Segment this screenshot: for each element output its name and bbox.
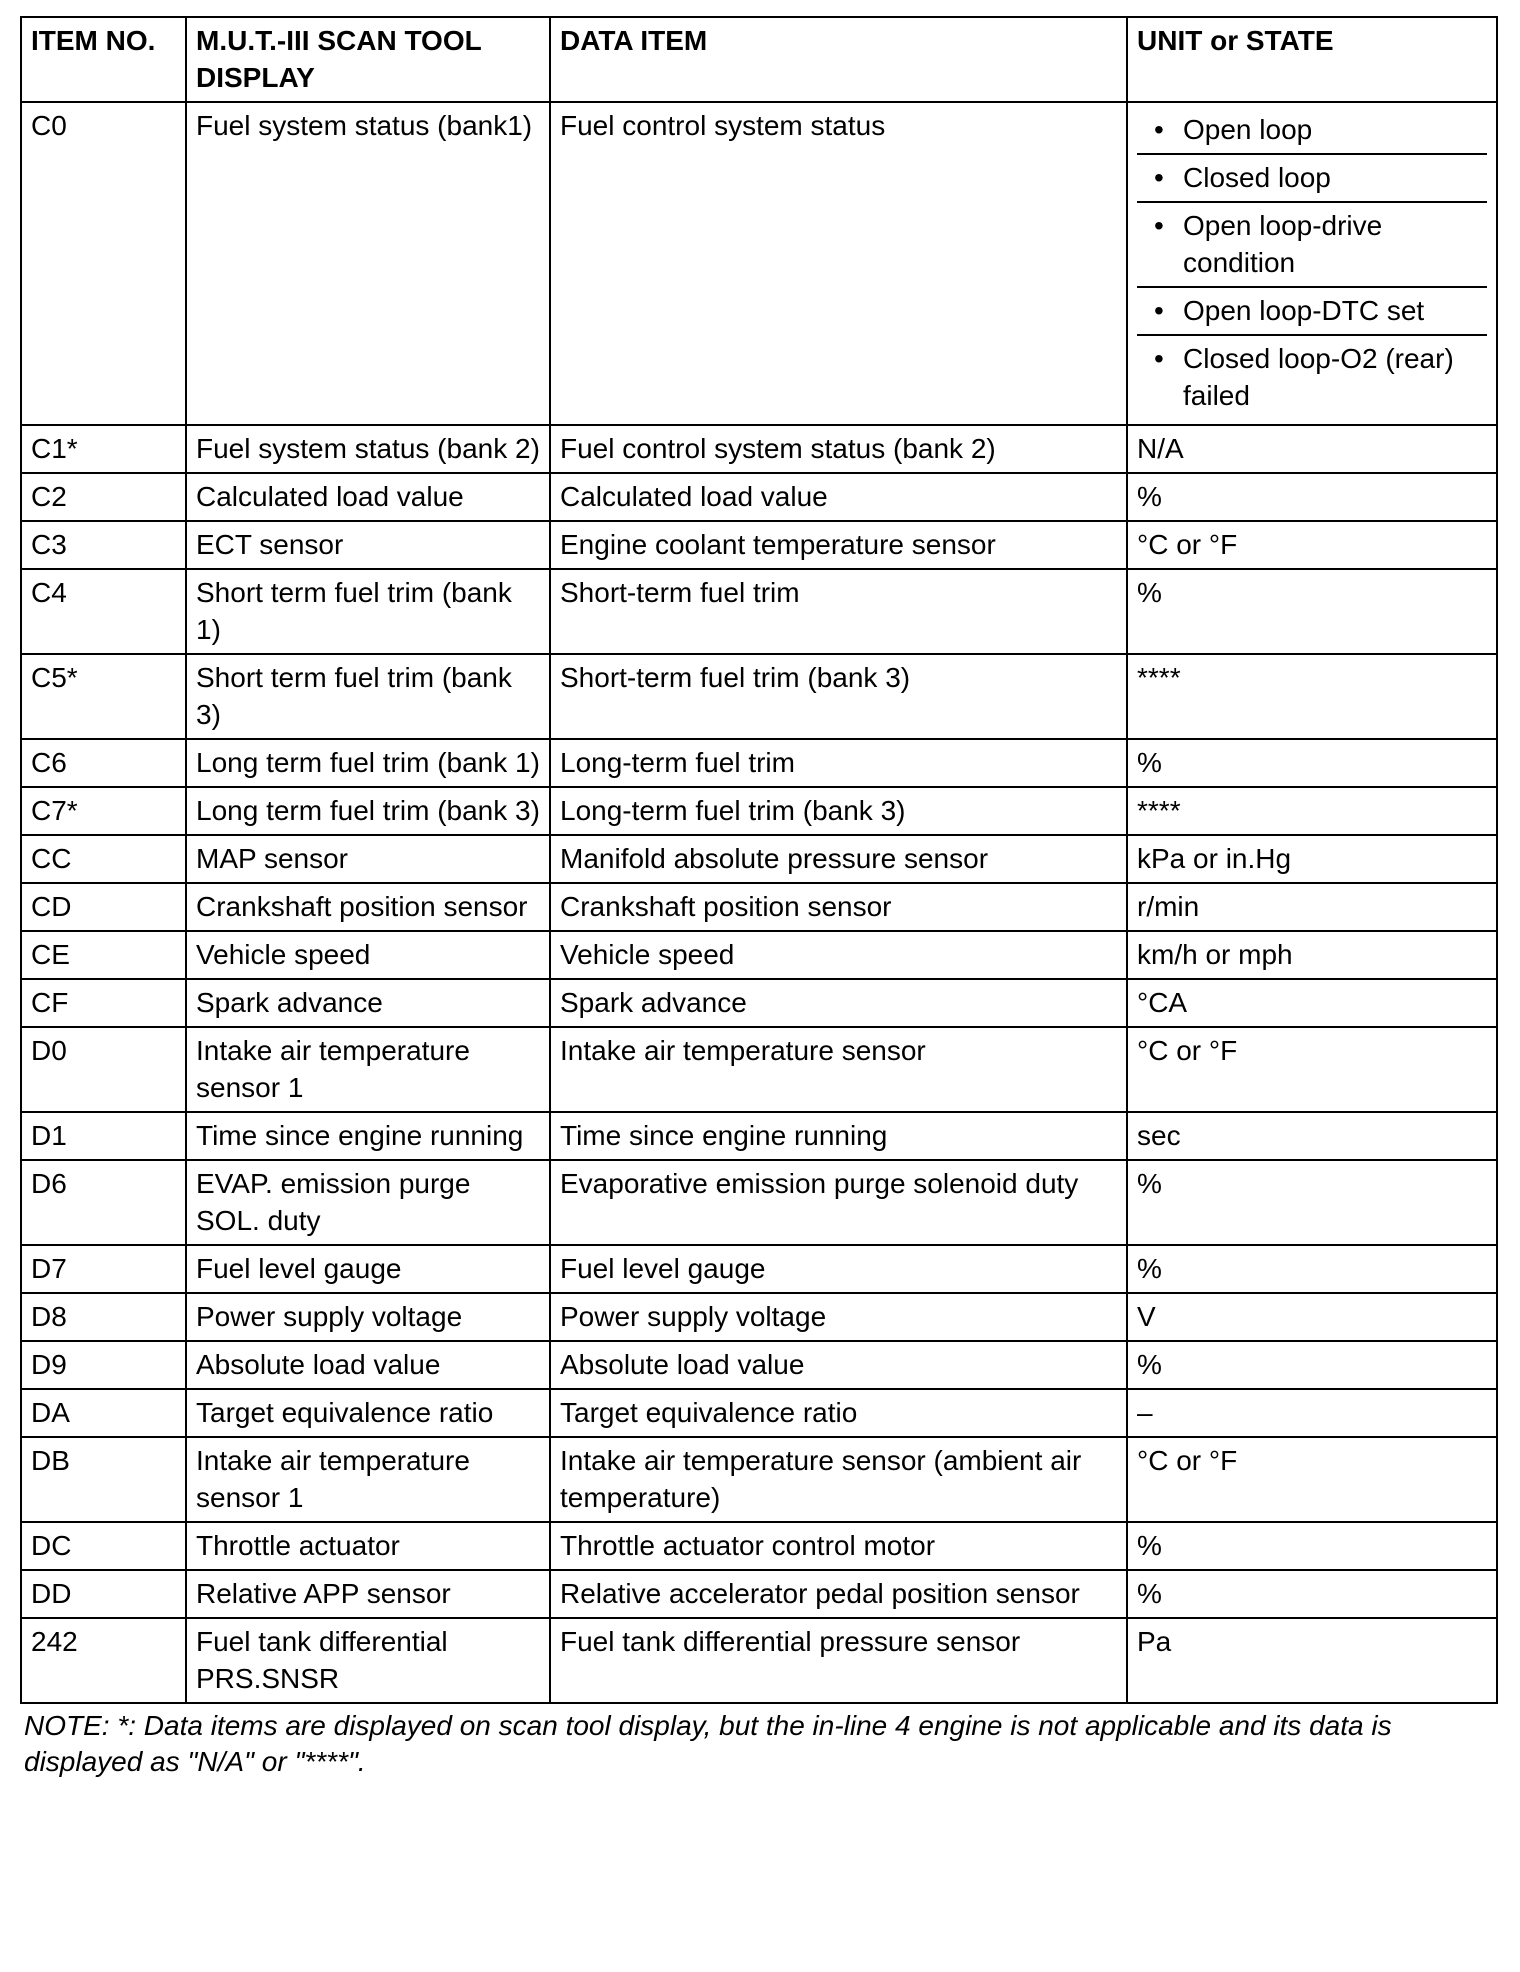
unit-or-state-cell: N/A bbox=[1127, 425, 1497, 473]
data-item-cell: Spark advance bbox=[550, 979, 1127, 1027]
item-no-cell: DD bbox=[21, 1570, 186, 1618]
unit-or-state-cell: % bbox=[1127, 473, 1497, 521]
data-item-cell: Long-term fuel trim bbox=[550, 739, 1127, 787]
item-no-cell: D1 bbox=[21, 1112, 186, 1160]
data-item-cell: Fuel level gauge bbox=[550, 1245, 1127, 1293]
unit-or-state-cell: kPa or in.Hg bbox=[1127, 835, 1497, 883]
item-no-cell: D7 bbox=[21, 1245, 186, 1293]
scan-tool-display-cell: Relative APP sensor bbox=[186, 1570, 550, 1618]
unit-or-state-cell: V bbox=[1127, 1293, 1497, 1341]
header-scan-tool-display: M.U.T.-III SCAN TOOL DISPLAY bbox=[186, 17, 550, 102]
item-no-cell: CE bbox=[21, 931, 186, 979]
data-item-cell: Time since engine running bbox=[550, 1112, 1127, 1160]
scan-tool-display-cell: Intake air temperature sensor 1 bbox=[186, 1027, 550, 1112]
scan-tool-display-cell: Fuel system status (bank 2) bbox=[186, 425, 550, 473]
data-list-table bbox=[20, 16, 1498, 1704]
data-item-cell: Target equivalence ratio bbox=[550, 1389, 1127, 1437]
table-row bbox=[21, 979, 1497, 1027]
table-row bbox=[21, 1245, 1497, 1293]
data-item-cell: Short-term fuel trim bbox=[550, 569, 1127, 654]
unit-or-state-cell bbox=[1127, 102, 1497, 425]
table-row bbox=[21, 1341, 1497, 1389]
unit-or-state-cell: % bbox=[1127, 569, 1497, 654]
scan-tool-display-cell: Target equivalence ratio bbox=[186, 1389, 550, 1437]
scan-tool-display-cell: Short term fuel trim (bank 1) bbox=[186, 569, 550, 654]
header-unit-or-state: UNIT or STATE bbox=[1127, 17, 1497, 102]
item-no-cell: D9 bbox=[21, 1341, 186, 1389]
item-no-cell: CC bbox=[21, 835, 186, 883]
unit-or-state-cell: °C or °F bbox=[1127, 1437, 1497, 1522]
data-item-cell: Relative accelerator pedal position sensor bbox=[550, 1570, 1127, 1618]
table-row bbox=[21, 1027, 1497, 1112]
table-row bbox=[21, 1389, 1497, 1437]
header-item-no: ITEM NO. bbox=[21, 17, 186, 102]
state-item: • Open loop bbox=[1137, 107, 1487, 155]
scan-tool-display-cell: Short term fuel trim (bank 3) bbox=[186, 654, 550, 739]
scan-tool-display-cell: MAP sensor bbox=[186, 835, 550, 883]
item-no-cell: C2 bbox=[21, 473, 186, 521]
scan-tool-display-cell: ECT sensor bbox=[186, 521, 550, 569]
scan-tool-display-cell: Fuel level gauge bbox=[186, 1245, 550, 1293]
table-row bbox=[21, 1522, 1497, 1570]
table-row bbox=[21, 787, 1497, 835]
unit-or-state-cell: % bbox=[1127, 1245, 1497, 1293]
data-item-cell: Intake air temperature sensor bbox=[550, 1027, 1127, 1112]
table-row bbox=[21, 883, 1497, 931]
unit-or-state-cell: r/min bbox=[1127, 883, 1497, 931]
data-item-cell: Evaporative emission purge solenoid duty bbox=[550, 1160, 1127, 1245]
unit-or-state-cell: % bbox=[1127, 1341, 1497, 1389]
table-row bbox=[21, 102, 1497, 425]
scan-tool-display-cell: Time since engine running bbox=[186, 1112, 550, 1160]
table-row bbox=[21, 1437, 1497, 1522]
data-item-cell: Power supply voltage bbox=[550, 1293, 1127, 1341]
unit-or-state-cell: Pa bbox=[1127, 1618, 1497, 1703]
table-body bbox=[21, 102, 1497, 1703]
unit-or-state-cell: **** bbox=[1127, 787, 1497, 835]
data-item-cell: Engine coolant temperature sensor bbox=[550, 521, 1127, 569]
unit-or-state-cell: – bbox=[1127, 1389, 1497, 1437]
data-item-cell: Manifold absolute pressure sensor bbox=[550, 835, 1127, 883]
item-no-cell: C4 bbox=[21, 569, 186, 654]
item-no-cell: DC bbox=[21, 1522, 186, 1570]
scan-tool-display-cell: Long term fuel trim (bank 1) bbox=[186, 739, 550, 787]
state-item: • Closed loop-O2 (rear) failed bbox=[1137, 336, 1487, 419]
unit-or-state-cell: °CA bbox=[1127, 979, 1497, 1027]
state-item: • Open loop-drive condition bbox=[1137, 203, 1487, 288]
item-no-cell: DA bbox=[21, 1389, 186, 1437]
data-item-cell: Absolute load value bbox=[550, 1341, 1127, 1389]
item-no-cell: DB bbox=[21, 1437, 186, 1522]
data-item-cell: Throttle actuator control motor bbox=[550, 1522, 1127, 1570]
data-item-cell: Fuel control system status bbox=[550, 102, 1127, 425]
scan-tool-display-cell: Long term fuel trim (bank 3) bbox=[186, 787, 550, 835]
item-no-cell: C1* bbox=[21, 425, 186, 473]
scan-tool-display-cell: Crankshaft position sensor bbox=[186, 883, 550, 931]
table-row bbox=[21, 425, 1497, 473]
unit-or-state-cell: °C or °F bbox=[1127, 521, 1497, 569]
unit-or-state-cell: % bbox=[1127, 1522, 1497, 1570]
unit-or-state-cell: **** bbox=[1127, 654, 1497, 739]
scan-tool-display-cell: Fuel tank differential PRS.SNSR bbox=[186, 1618, 550, 1703]
table-header-row bbox=[21, 17, 1497, 102]
scan-tool-display-cell: Fuel system status (bank1) bbox=[186, 102, 550, 425]
item-no-cell: D0 bbox=[21, 1027, 186, 1112]
unit-or-state-cell: % bbox=[1127, 1570, 1497, 1618]
table-row bbox=[21, 473, 1497, 521]
state-item: • Open loop-DTC set bbox=[1137, 288, 1487, 336]
item-no-cell: C7* bbox=[21, 787, 186, 835]
data-item-cell: Long-term fuel trim (bank 3) bbox=[550, 787, 1127, 835]
data-item-cell: Intake air temperature sensor (ambient air temperature) bbox=[550, 1437, 1127, 1522]
data-item-cell: Short-term fuel trim (bank 3) bbox=[550, 654, 1127, 739]
item-no-cell: 242 bbox=[21, 1618, 186, 1703]
item-no-cell: C3 bbox=[21, 521, 186, 569]
data-item-cell: Fuel control system status (bank 2) bbox=[550, 425, 1127, 473]
footnote: NOTE: *: Data items are displayed on scan tool display, but the in-line 4 engine is not applicable and its data is displayed as "N/A" or "****". bbox=[24, 1710, 1392, 1777]
table-row bbox=[21, 521, 1497, 569]
scan-tool-display-cell: EVAP. emission purge SOL. duty bbox=[186, 1160, 550, 1245]
document bbox=[20, 16, 1496, 1780]
table-row bbox=[21, 1293, 1497, 1341]
data-item-cell: Fuel tank differential pressure sensor bbox=[550, 1618, 1127, 1703]
scan-tool-display-cell: Vehicle speed bbox=[186, 931, 550, 979]
scan-tool-display-cell: Spark advance bbox=[186, 979, 550, 1027]
table-row bbox=[21, 654, 1497, 739]
header-data-item: DATA ITEM bbox=[550, 17, 1127, 102]
unit-or-state-cell: sec bbox=[1127, 1112, 1497, 1160]
item-no-cell: CD bbox=[21, 883, 186, 931]
table-row bbox=[21, 931, 1497, 979]
state-item: • Closed loop bbox=[1137, 155, 1487, 203]
table-row bbox=[21, 1112, 1497, 1160]
item-no-cell: D6 bbox=[21, 1160, 186, 1245]
scan-tool-display-cell: Power supply voltage bbox=[186, 1293, 550, 1341]
unit-or-state-cell: °C or °F bbox=[1127, 1027, 1497, 1112]
table-row bbox=[21, 1570, 1497, 1618]
unit-or-state-cell: km/h or mph bbox=[1127, 931, 1497, 979]
unit-or-state-cell: % bbox=[1127, 1160, 1497, 1245]
table-row bbox=[21, 1618, 1497, 1703]
unit-or-state-cell: % bbox=[1127, 739, 1497, 787]
scan-tool-display-cell: Intake air temperature sensor 1 bbox=[186, 1437, 550, 1522]
item-no-cell: C6 bbox=[21, 739, 186, 787]
table-row bbox=[21, 835, 1497, 883]
item-no-cell: CF bbox=[21, 979, 186, 1027]
scan-tool-display-cell: Throttle actuator bbox=[186, 1522, 550, 1570]
data-item-cell: Crankshaft position sensor bbox=[550, 883, 1127, 931]
table-row bbox=[21, 1160, 1497, 1245]
item-no-cell: C5* bbox=[21, 654, 186, 739]
item-no-cell: C0 bbox=[21, 102, 186, 425]
data-item-cell: Vehicle speed bbox=[550, 931, 1127, 979]
scan-tool-display-cell: Calculated load value bbox=[186, 473, 550, 521]
data-item-cell: Calculated load value bbox=[550, 473, 1127, 521]
item-no-cell: D8 bbox=[21, 1293, 186, 1341]
table-row bbox=[21, 569, 1497, 654]
table-row bbox=[21, 739, 1497, 787]
scan-tool-display-cell: Absolute load value bbox=[186, 1341, 550, 1389]
